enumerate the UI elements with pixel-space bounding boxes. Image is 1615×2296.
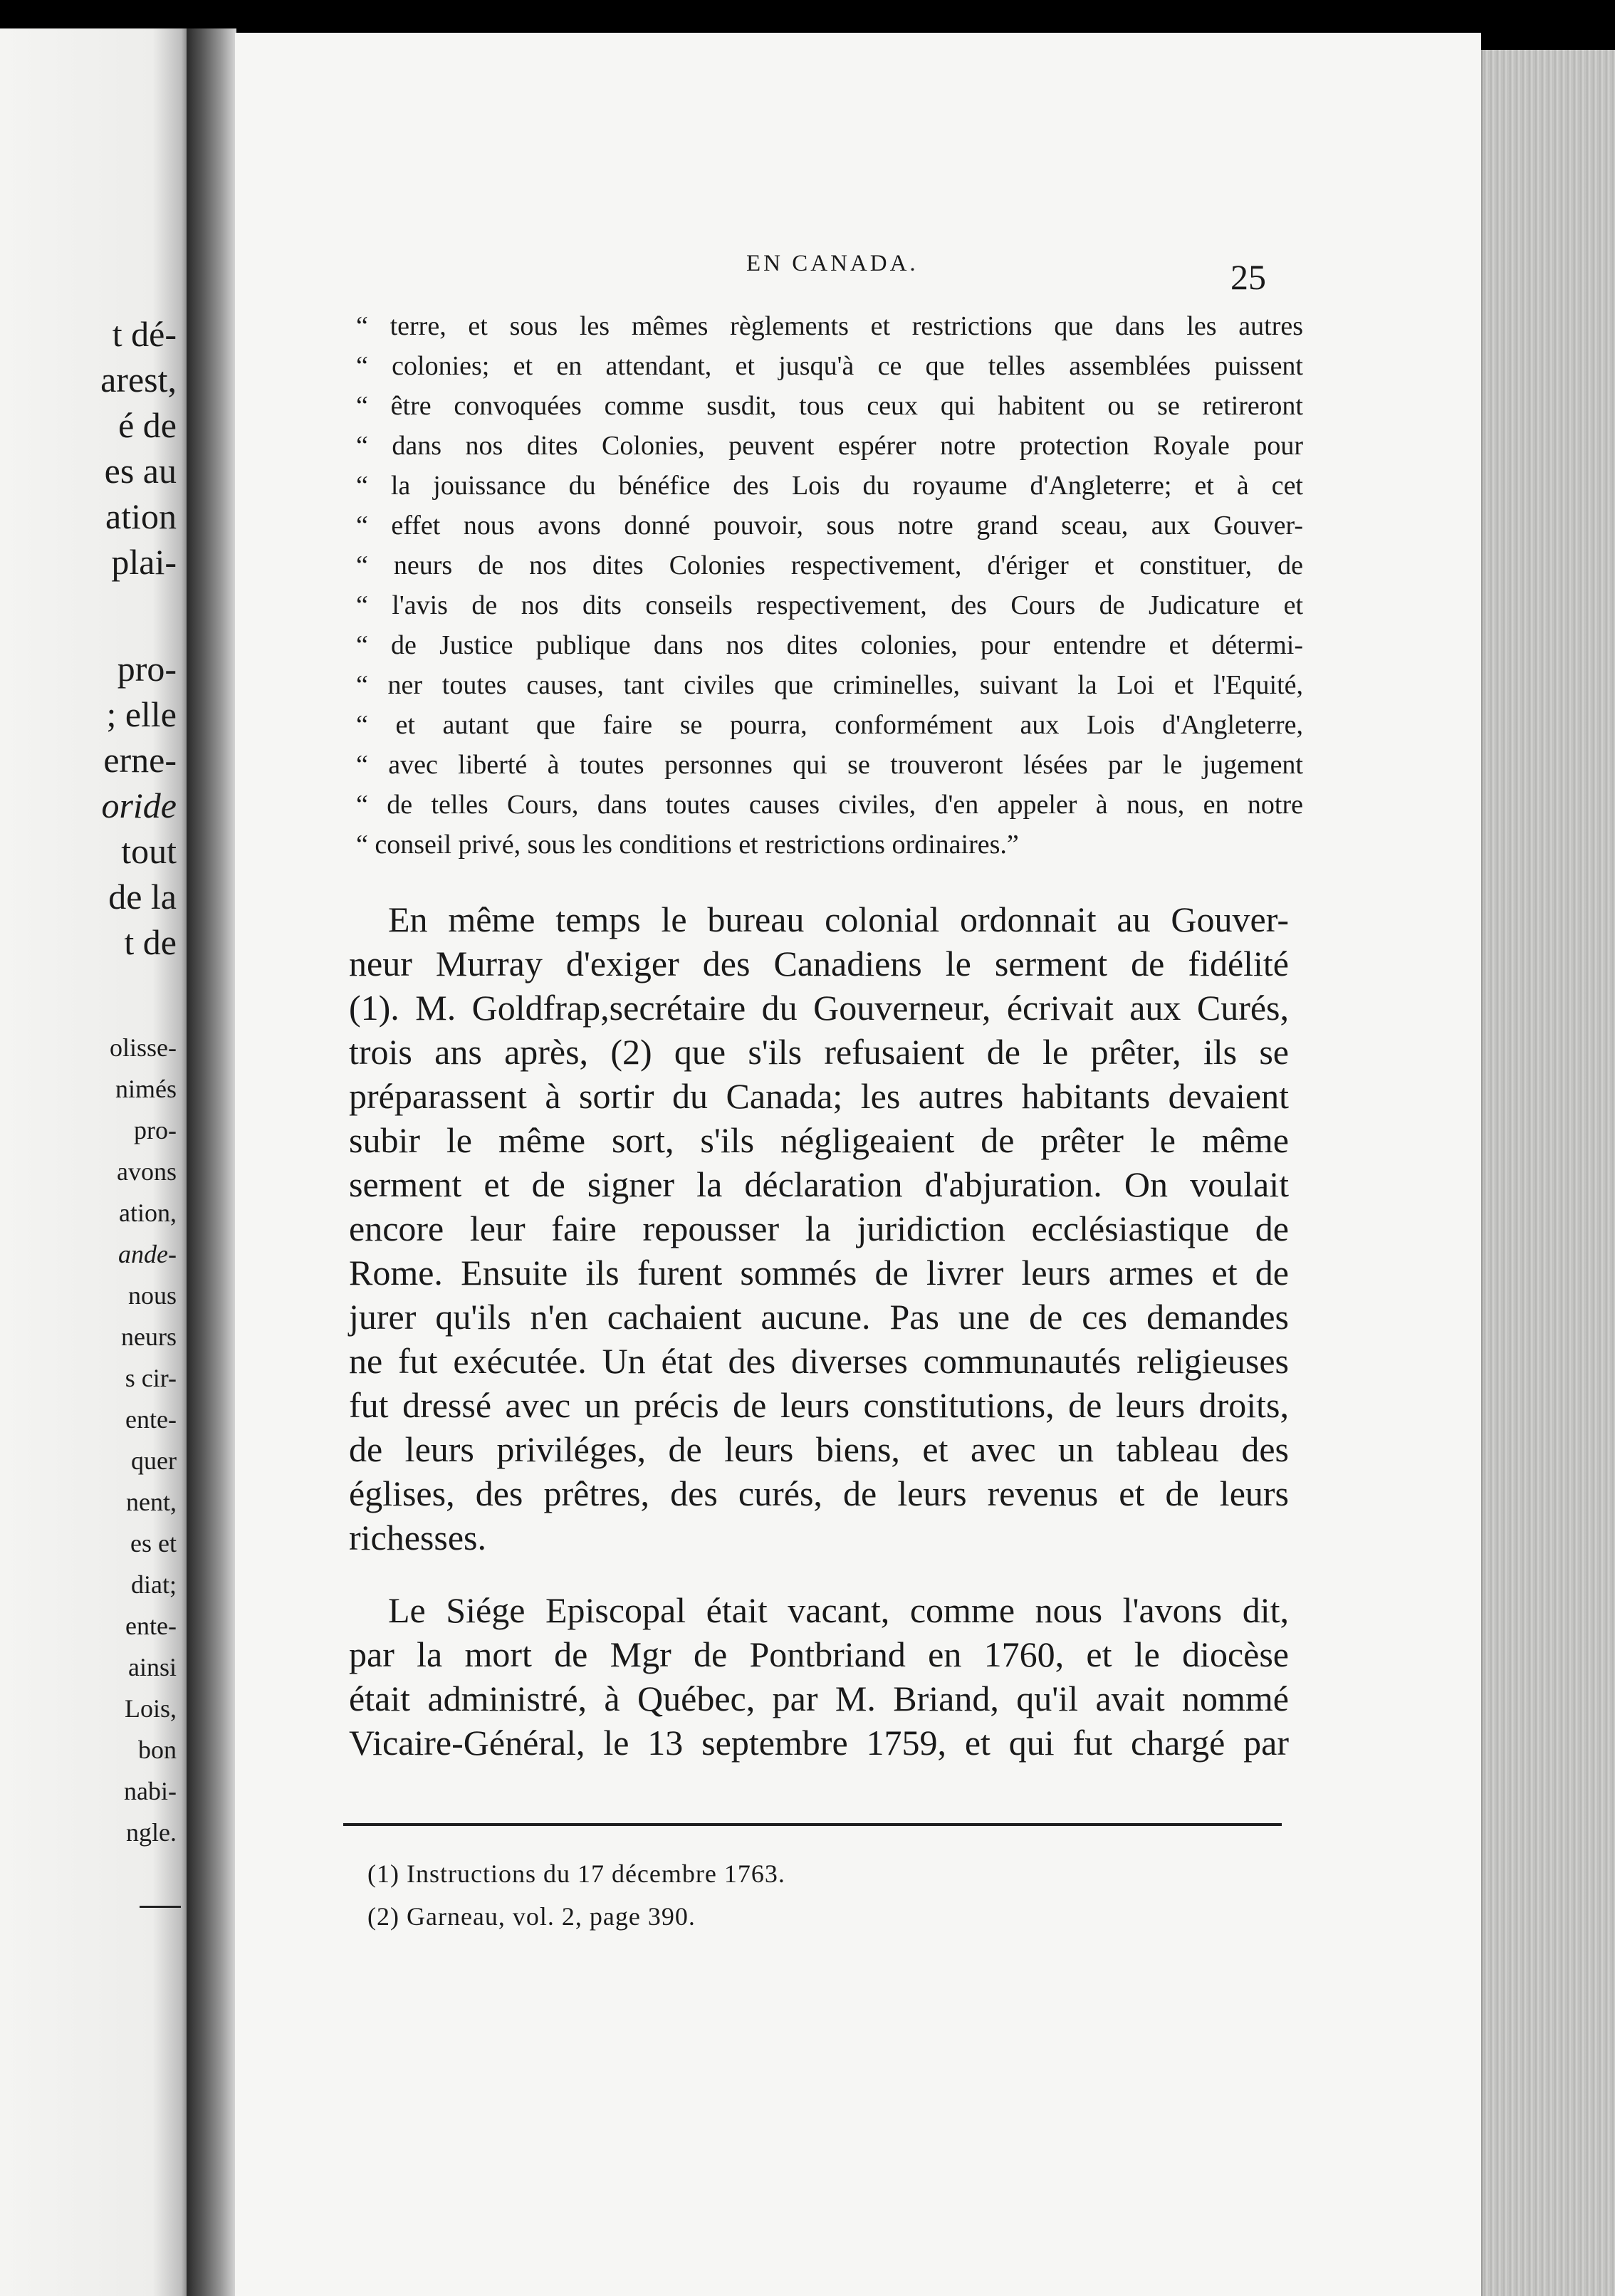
- left-page-line: nimés: [115, 1075, 177, 1103]
- left-page-footnote-rule: [140, 1906, 181, 1908]
- left-page-line: ; elle: [106, 694, 177, 734]
- footnote: (1) Instructions du 17 décembre 1763.: [367, 1859, 785, 1888]
- book-gutter: [187, 28, 236, 2296]
- body-line: Vicaire-Général, le 13 septembre 1759, et qui fut chargé par: [349, 1723, 1289, 1763]
- body-line: neur Murray d'exiger des Canadiens le serment de fidélité: [349, 944, 1289, 983]
- left-page-line: bon: [138, 1736, 177, 1764]
- quote-line: “ et autant que faire se pourra, conformément aux Lois d'Angleterre,: [356, 710, 1303, 740]
- footnote: (2) Garneau, vol. 2, page 390.: [367, 1902, 696, 1931]
- body-line: de leurs priviléges, de leurs biens, et avec un tableau des: [349, 1429, 1289, 1469]
- left-page-line: ente-: [125, 1405, 177, 1434]
- body-line: subir le même sort, s'ils négligeaient de prêter le même: [349, 1120, 1289, 1160]
- quote-line: “ ner toutes causes, tant civiles que criminelles, suivant la Loi et l'Equité,: [356, 670, 1303, 700]
- left-page-line: es au: [104, 451, 177, 491]
- left-page-line: quer: [131, 1446, 177, 1475]
- left-page-line: Lois,: [124, 1694, 177, 1723]
- left-page-line: nabi-: [124, 1777, 177, 1805]
- quote-line: “ terre, et sous les mêmes règlements et restrictions que dans les autres: [356, 311, 1303, 341]
- quote-line: “ la jouissance du bénéfice des Lois du royaume d'Angleterre; et à cet: [356, 471, 1303, 501]
- left-page-line: ande-: [118, 1240, 177, 1268]
- left-page-line: ation: [105, 496, 177, 536]
- left-page-line: es et: [130, 1529, 177, 1557]
- quote-line: “ de telles Cours, dans toutes causes civiles, d'en appeler à nous, en notre: [356, 790, 1303, 820]
- left-page-line: s cir-: [125, 1364, 177, 1392]
- body-line: Le Siége Episcopal était vacant, comme nous l'avons dit,: [388, 1590, 1289, 1630]
- body-line: églises, des prêtres, des curés, de leurs revenus et de leurs: [349, 1473, 1289, 1513]
- left-page-line: ente-: [125, 1612, 177, 1640]
- left-facing-page: [0, 28, 191, 2296]
- left-page-line: oride: [101, 786, 177, 825]
- left-page-line: t dé-: [112, 314, 177, 354]
- quote-line: “ effet nous avons donné pouvoir, sous notre grand sceau, aux Gouver-: [356, 511, 1303, 541]
- left-page-line: olisse-: [110, 1033, 177, 1062]
- body-line: trois ans après, (2) que s'ils refusaient de le prêter, ils se: [349, 1032, 1289, 1072]
- quote-line: “ être convoquées comme susdit, tous ceux qui habitent ou se retireront: [356, 391, 1303, 421]
- left-page-line: diat;: [131, 1570, 177, 1599]
- left-page-line: de la: [108, 877, 177, 917]
- left-page-line: plai-: [111, 542, 177, 582]
- left-page-line: neurs: [121, 1322, 177, 1351]
- body-line: par la mort de Mgr de Pontbriand en 1760, et le diocèse: [349, 1634, 1289, 1674]
- quote-line: “ neurs de nos dites Colonies respectivement, d'ériger et constituer, de: [356, 550, 1303, 580]
- body-line: jurer qu'ils n'en cachaient aucune. Pas une de ces demandes: [349, 1297, 1289, 1337]
- quote-line: “ colonies; et en attendant, et jusqu'à ce que telles assemblées puissent: [356, 351, 1303, 381]
- body-line: encore leur faire repousser la juridiction ecclésiastique de: [349, 1209, 1289, 1248]
- page-stack-edge: [1481, 50, 1615, 2296]
- body-line: En même temps le bureau colonial ordonnait au Gouver-: [388, 899, 1289, 939]
- quote-line: “ de Justice publique dans nos dites colonies, pour entendre et détermi-: [356, 630, 1303, 660]
- body-line: était administré, à Québec, par M. Briand, qu'il avait nommé: [349, 1679, 1289, 1718]
- left-page-line: nent,: [126, 1488, 177, 1516]
- body-line: serment et de signer la déclaration d'abjuration. On voulait: [349, 1164, 1289, 1204]
- body-line: fut dressé avec un précis de leurs constitutions, de leurs droits,: [349, 1385, 1289, 1425]
- left-page-line: t de: [124, 922, 177, 962]
- body-line: préparassent à sortir du Canada; les autres habitants devaient: [349, 1076, 1289, 1116]
- body-line: (1). M. Goldfrap,secrétaire du Gouverneur, écrivait aux Curés,: [349, 988, 1289, 1028]
- body-line: ne fut exécutée. Un état des diverses communautés religieuses: [349, 1341, 1289, 1381]
- left-page-line: é de: [118, 405, 177, 445]
- left-page-line: avons: [117, 1157, 177, 1186]
- quote-line: “ conseil privé, sous les conditions et restrictions ordinaires.”: [356, 830, 1019, 860]
- left-page-line: ation,: [119, 1199, 177, 1227]
- quote-line: “ avec liberté à toutes personnes qui se trouveront lésées par le jugement: [356, 750, 1303, 780]
- left-page-line: pro-: [117, 649, 177, 689]
- left-page-line: ainsi: [128, 1653, 177, 1681]
- body-line: richesses.: [349, 1518, 486, 1557]
- left-page-line: ngle.: [126, 1818, 177, 1847]
- page-number: 25: [1230, 257, 1266, 297]
- body-line: Rome. Ensuite ils furent sommés de livrer leurs armes et de: [349, 1253, 1289, 1293]
- left-page-line: tout: [121, 831, 177, 871]
- left-page-line: erne-: [103, 740, 177, 780]
- left-page-line: arest,: [100, 360, 177, 400]
- left-page-line: pro-: [134, 1116, 177, 1144]
- left-page-line: nous: [127, 1281, 177, 1310]
- quote-line: “ dans nos dites Colonies, peuvent espérer notre protection Royale pour: [356, 431, 1303, 461]
- quote-line: “ l'avis de nos dits conseils respectivement, des Cours de Judicature et: [356, 590, 1303, 620]
- running-header: EN CANADA.: [746, 251, 919, 276]
- footnote-rule: [343, 1823, 1282, 1826]
